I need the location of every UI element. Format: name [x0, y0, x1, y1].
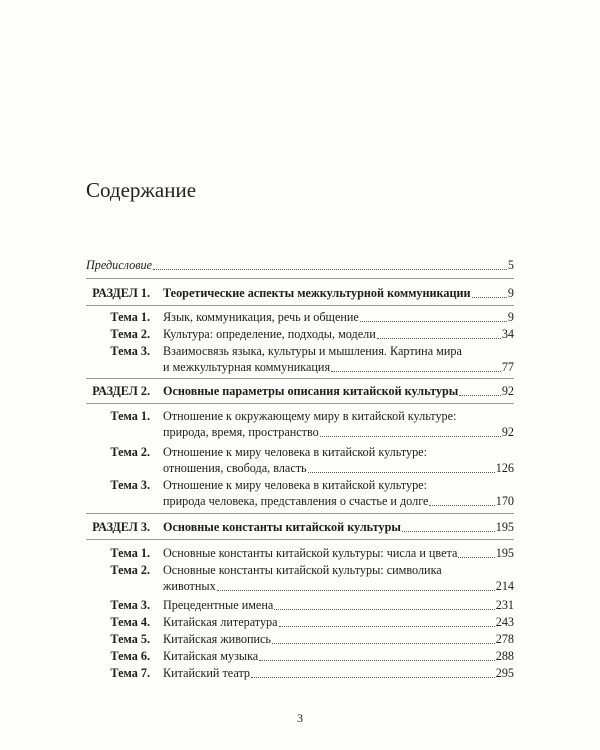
toc-topic[interactable]	[86, 648, 514, 664]
page-ref: 170	[495, 494, 514, 508]
page-ref: 34	[501, 327, 514, 341]
page-ref: 214	[495, 579, 514, 593]
toc-topic[interactable]	[86, 326, 514, 342]
topic-title-cont: отношения, свобода, власть	[163, 461, 307, 475]
topic-title: Китайская живопись	[163, 632, 271, 646]
toc-section-1[interactable]	[86, 285, 514, 301]
page-ref: 9	[507, 310, 514, 324]
page-ref: 126	[495, 461, 514, 475]
topic-label: Тема 4.	[110, 615, 150, 629]
page-ref: 92	[501, 384, 514, 398]
topic-title-cont: и межкультурная коммуникация	[163, 360, 331, 374]
page-ref: 195	[495, 546, 514, 560]
divider	[86, 305, 514, 306]
preface-label: Предисловие	[86, 258, 153, 272]
toc-topic[interactable]	[86, 309, 514, 325]
page-ref: 9	[507, 286, 514, 300]
topic-title: Китайская музыка	[163, 649, 259, 663]
page-ref: 243	[495, 615, 514, 629]
topic-label: Тема 2.	[110, 563, 150, 577]
leader-dots	[272, 642, 495, 644]
leader-dots	[259, 659, 494, 661]
toc-topic[interactable]	[86, 631, 514, 647]
section-title: Теоретические аспекты межкультурной коммуникации	[163, 286, 471, 300]
topic-title: Отношение к окружающему миру в китайской культуре:	[163, 409, 457, 423]
leader-dots	[472, 296, 507, 298]
topic-title: Прецедентные имена	[163, 598, 274, 612]
page-ref: 92	[501, 425, 514, 439]
page-ref: 195	[495, 520, 514, 534]
topic-label: Тема 5.	[110, 632, 150, 646]
topic-label: Тема 1.	[110, 409, 150, 423]
topic-title: Язык, коммуникация, речь и общение	[163, 310, 359, 324]
topic-title-cont: природа человека, представления о счастье и долге	[163, 494, 429, 508]
topic-label: Тема 2.	[110, 445, 150, 459]
toc-topic[interactable]	[86, 477, 514, 509]
topic-title: Отношение к миру человека в китайской культуре:	[163, 478, 427, 492]
leader-dots	[402, 530, 495, 532]
divider	[86, 278, 514, 279]
divider	[86, 403, 514, 404]
section-title: Основные параметры описания китайской культуры	[163, 384, 459, 398]
page-number: 3	[297, 711, 303, 725]
toc-topic[interactable]	[86, 597, 514, 613]
section-label: РАЗДЕЛ 1.	[92, 286, 150, 300]
toc-topic[interactable]	[86, 343, 514, 375]
leader-dots	[308, 471, 495, 473]
leader-dots	[458, 556, 494, 558]
divider	[86, 378, 514, 379]
topic-title-cont: животных	[163, 579, 216, 593]
toc-topic[interactable]	[86, 562, 514, 594]
topic-label: Тема 3.	[110, 598, 150, 612]
toc-topic[interactable]	[86, 665, 514, 681]
section-label: РАЗДЕЛ 3.	[92, 520, 150, 534]
page-ref: 295	[495, 666, 514, 680]
page-ref: 77	[501, 360, 514, 374]
page-ref: 288	[495, 649, 514, 663]
section-label: РАЗДЕЛ 2.	[92, 384, 150, 398]
leader-dots	[377, 337, 501, 339]
topic-label: Тема 1.	[110, 546, 150, 560]
leader-dots	[279, 625, 495, 627]
section-title: Основные константы китайской культуры	[163, 520, 401, 534]
toc-section-2[interactable]	[86, 383, 514, 399]
leader-dots	[331, 370, 501, 372]
leader-dots	[217, 589, 495, 591]
topic-title-cont: природа, время, пространство	[163, 425, 319, 439]
page-ref: 5	[507, 258, 514, 272]
leader-dots	[429, 504, 494, 506]
page-title: Содержание	[86, 178, 197, 202]
topic-title: Отношение к миру человека в китайской культуре:	[163, 445, 427, 459]
toc-preface[interactable]	[86, 257, 514, 273]
topic-label: Тема 7.	[110, 666, 150, 680]
topic-title: Китайская литература	[163, 615, 278, 629]
toc-topic[interactable]	[86, 444, 514, 476]
page-ref: 231	[495, 598, 514, 612]
toc-section-3[interactable]	[86, 519, 514, 535]
topic-label: Тема 3.	[110, 478, 150, 492]
leader-dots	[274, 608, 494, 610]
leader-dots	[459, 394, 500, 396]
leader-dots	[320, 435, 501, 437]
topic-title: Китайский театр	[163, 666, 251, 680]
divider	[86, 513, 514, 514]
topic-label: Тема 6.	[110, 649, 150, 663]
leader-dots	[153, 268, 507, 270]
page-ref: 278	[495, 632, 514, 646]
leader-dots	[251, 676, 495, 678]
toc-topic[interactable]	[86, 614, 514, 630]
toc-topic[interactable]	[86, 545, 514, 561]
topic-title: Основные константы китайской культуры: символика	[163, 563, 442, 577]
topic-title: Взаимосвязь языка, культуры и мышления. Картина мира	[163, 344, 462, 358]
topic-label: Тема 1.	[110, 310, 150, 324]
topic-label: Тема 3.	[110, 344, 150, 358]
topic-title: Основные константы китайской культуры: числа и цвета	[163, 546, 458, 560]
toc-topic[interactable]	[86, 408, 514, 440]
topic-label: Тема 2.	[110, 327, 150, 341]
leader-dots	[360, 320, 507, 322]
topic-title: Культура: определение, подходы, модели	[163, 327, 376, 341]
divider	[86, 539, 514, 540]
